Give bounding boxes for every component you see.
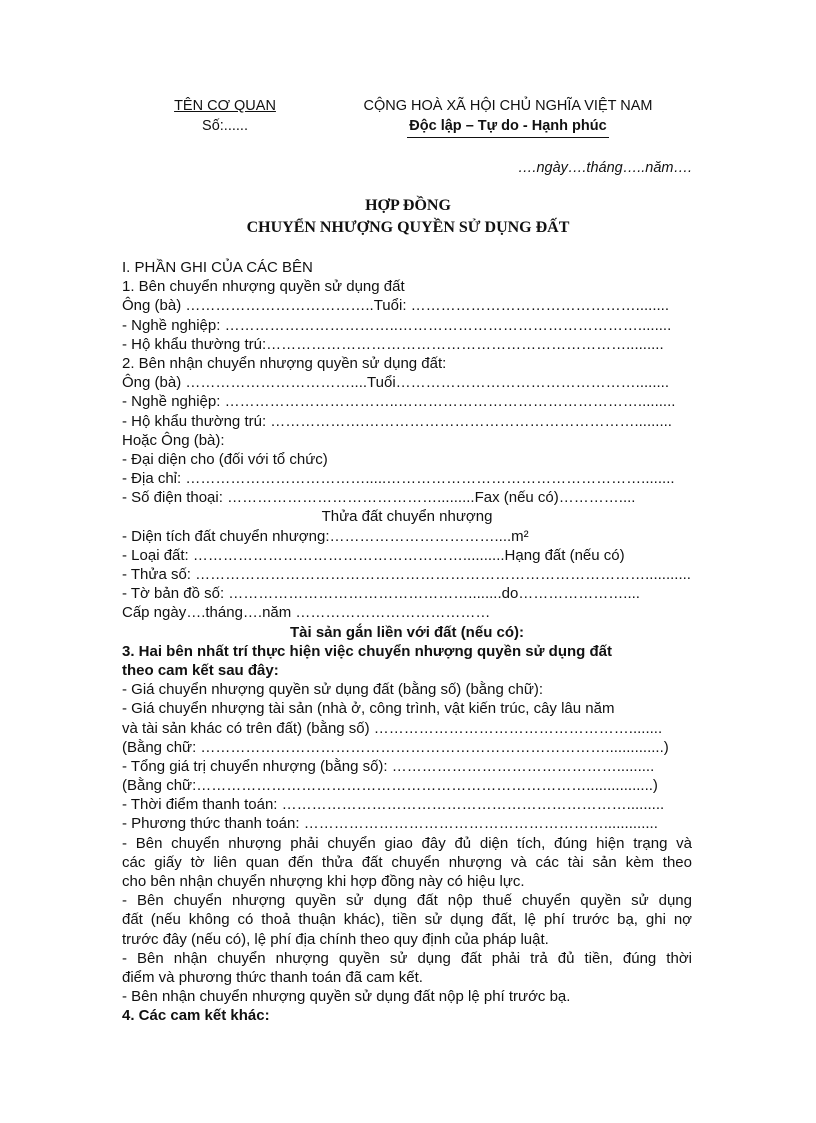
header-left <box>120 96 330 136</box>
form-line: - Nghề nghiệp: ……………………………..…………………………………………........ <box>122 316 672 334</box>
document-subtitle: CHUYỂN NHƯỢNG QUYỀN SỬ DỤNG ĐẤT <box>246 219 570 236</box>
form-line: Cấp ngày….tháng….năm ………………………………… <box>122 604 491 622</box>
form-line: - Đại diện cho (đối với tổ chức) <box>122 450 328 468</box>
clause-line: trước đây (nếu có), lệ phí địa chính theo quy định của pháp luật. <box>122 930 549 948</box>
national-motto: Độc lập – Tự do - Hạnh phúc <box>407 116 608 138</box>
clause-line: điểm và phương thức thanh toán đã cam kết. <box>122 968 423 986</box>
land-plot-heading: Thửa đất chuyển nhượng <box>321 508 493 526</box>
subsection-heading: 3. Hai bên nhất trí thực hiện việc chuyển nhượng quyền sử dụng đất <box>122 642 612 660</box>
assets-heading: Tài sản gắn liền với đất (nếu có): <box>289 623 525 641</box>
section-heading: I. PHẦN GHI CỦA CÁC BÊN <box>122 259 313 276</box>
clause-line: - Bên chuyển nhượng phải chuyển giao đây đủ diện tích, đúng hiện trạng và <box>122 834 692 852</box>
form-line: (Bằng chữ: ………………………………………………………………………..............) <box>122 738 669 756</box>
clause-line: cho bên nhận chuyển nhượng khi hợp đồng này có hiệu lực. <box>122 873 525 890</box>
form-line: và tài sản khác có trên đất) (bằng số) ……………………………………………........ <box>122 719 663 737</box>
form-line: - Diện tích đất chuyển nhượng:……………………………....m² <box>122 527 529 545</box>
form-line: - Giá chuyển nhượng tài sản (nhà ở, công trình, vật kiến trúc, cây lâu năm <box>122 700 615 718</box>
form-line: - Số điện thoại: …………………………………….........Fax (nếu có)………….... <box>122 489 636 507</box>
clause-line: đất (nếu không có thoả thuận khác), tiền sử dụng đất, lệ phí trước bạ, ghi nợ <box>122 911 692 929</box>
agency-name: TÊN CƠ QUAN <box>174 98 276 114</box>
document-title: HỢP ĐỒNG <box>365 197 451 214</box>
form-line: - Tổng giá trị chuyển nhượng (bằng số): ………………………………………......... <box>122 757 655 775</box>
form-line: - Hộ khẩu thường trú: ……………….………………………………………………......... <box>122 412 672 430</box>
form-line: - Tờ bản đồ số: …………………………………………........do………………….... <box>122 585 640 603</box>
form-line: Ông (bà) ……………………………....Tuổi…………………………………………........ <box>122 374 669 392</box>
document-number: Số:...... <box>202 118 248 134</box>
form-line: - Giá chuyển nhượng quyền sử dụng đất (bằng số) (bằng chữ): <box>122 681 544 699</box>
form-line: - Nghề nghiệp: ……………………………..…………………………………………......... <box>122 393 676 411</box>
subsection-heading: 2. Bên nhận chuyển nhượng quyền sử dụng đất: <box>122 354 447 372</box>
form-line: Hoặc Ông (bà): <box>122 431 225 449</box>
clause-line: các giấy tờ liên quan đến thửa đất chuyển nhượng và các tài sản kèm theo <box>122 853 692 871</box>
clause-line: - Bên nhận chuyển nhượng quyền sử dụng đất nộp lệ phí trước bạ. <box>122 988 571 1006</box>
subsection-heading-cont: theo cam kết sau đây: <box>122 661 279 679</box>
form-line: - Loại đất: ………………………………………………..........Hạng đất (nếu có) <box>122 546 625 564</box>
form-line: - Thửa số: ………………………………………………………………………………........... <box>122 566 691 583</box>
form-line: - Địa chỉ: ……………………………….....……………………………………………........ <box>122 470 675 488</box>
form-line: - Thời điểm thanh toán: ……………………………………………………………......... <box>122 796 665 814</box>
clause-line: - Bên chuyển nhượng quyền sử dụng đất nộp thuế chuyển quyền sử dụng <box>122 892 692 910</box>
clause-line: - Bên nhận chuyển nhượng quyền sử dụng đất phải trả đủ tiền, đúng thời <box>122 949 692 967</box>
nation-name: CỘNG HOÀ XÃ HỘI CHỦ NGHĨA VIỆT NAM <box>363 98 653 114</box>
form-line: - Phương thức thanh toán: ……………………………………………………............. <box>122 815 658 833</box>
header-right <box>342 96 674 138</box>
subsection-heading: 1. Bên chuyển nhượng quyền sử dụng đất <box>122 278 405 296</box>
form-line: (Bằng chữ:……………………………………………………………………................) <box>122 777 658 795</box>
form-line: - Hộ khẩu thường trú:………………………………………………………………......... <box>122 335 664 353</box>
subsection-heading: 4. Các cam kết khác: <box>122 1007 270 1025</box>
form-line: Ông (bà) ………………………………..Tuổi: ………………………………………........ <box>122 297 669 315</box>
date-line: ….ngày….tháng…..năm…. <box>517 160 692 176</box>
document-body <box>122 258 692 1026</box>
